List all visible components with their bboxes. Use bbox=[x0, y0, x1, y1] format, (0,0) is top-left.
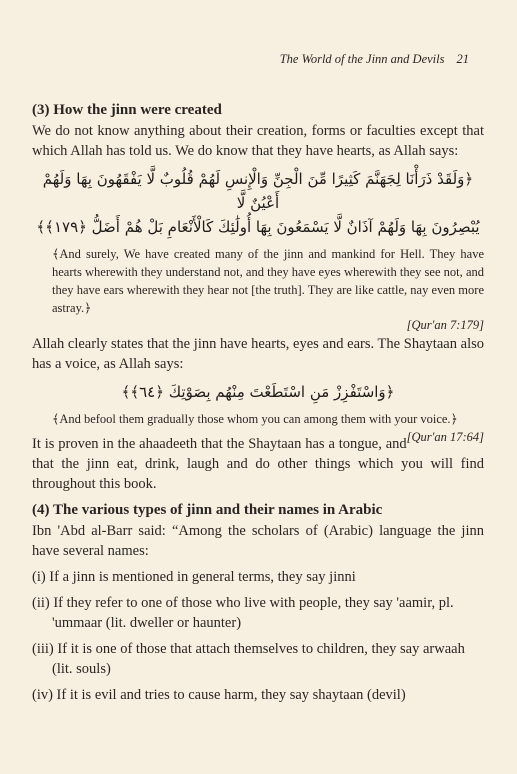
arabic-verse-line: ﴿وَلَقَدْ ذَرَأْنَا لِجَهَنَّمَ كَثِيرًا مِّنَ الْجِنِّ وَالْإِنسِ لَهُمْ قُلُوبٌ لَّا يَفْقَهُونَ بِهَا وَلَهُمْ أَعْيُنٌ لَّا bbox=[42, 170, 474, 212]
header-title: The World of the Jinn and Devils bbox=[279, 52, 445, 66]
verse-translation bbox=[52, 410, 484, 444]
paragraph: Allah clearly states that the jinn have hearts, eyes and ears. The Shaytaan also has a voice, as Allah says: bbox=[32, 336, 484, 372]
verse-translation: ﴾And surely, We have created many of the jinn and mankind for Hell. They have hearts wherewith they understand not, and they have eyes wherewith they see not, and they have ears wherewith they hear not [the truth]. They are like cattle, nay even more astray.﴿ bbox=[52, 247, 484, 315]
section-heading: (3) How the jinn were created bbox=[32, 102, 222, 118]
list-item: (ii) If they refer to one of those who live with people, they say 'aamir, pl. 'ummaar (lit. dweller or haunter) bbox=[32, 595, 454, 631]
page-number: 21 bbox=[456, 52, 469, 66]
arabic-verse-line: يُبْصِرُونَ بِهَا وَلَهُمْ آذَانٌ لَّا يَسْمَعُونَ بِهَا أُولَٰئِكَ كَالْأَنْعَامِ بَلْ هُمْ أَضَلُّ ﴿١٧٩﴾﴾ bbox=[36, 218, 480, 236]
arabic-verse bbox=[32, 167, 484, 239]
verse-reference: [Qur'an 7:179] bbox=[406, 318, 484, 332]
paragraph: We do not know anything about their creation, forms or faculties except that which Allah has told us. We do know that they have hearts, as Allah says: bbox=[32, 123, 484, 159]
arabic-verse: ﴿وَاسْتَفْزِزْ مَنِ اسْتَطَعْتَ مِنْهُم بِصَوْتِكَ ﴿٦٤﴾﴾ bbox=[121, 383, 395, 401]
paragraph: Ibn 'Abd al-Barr said: “Among the scholars of (Arabic) language the jinn have several names: bbox=[32, 523, 484, 559]
list-item: (iii) If it is one of those that attach themselves to children, they say arwaah (lit. souls) bbox=[32, 641, 465, 677]
section-heading: (4) The various types of jinn and their names in Arabic bbox=[32, 502, 383, 518]
list-item: (i) If a jinn is mentioned in general terms, they say jinni bbox=[32, 569, 356, 585]
list-item: (iv) If it is evil and tries to cause harm, they say shaytaan (devil) bbox=[32, 687, 406, 703]
page-content bbox=[32, 100, 484, 711]
running-header bbox=[280, 52, 469, 67]
verse-translation-text: ﴾And befool them gradually those whom you can among them with your voice.﴿ bbox=[52, 412, 458, 426]
verse-reference: [Qur'an 17:64] bbox=[406, 430, 484, 444]
paragraph: It is proven in the ahaadeeth that the Shaytaan has a tongue, and that the jinn eat, drink, laugh and do other things which you will find throughout this book. bbox=[32, 436, 484, 492]
